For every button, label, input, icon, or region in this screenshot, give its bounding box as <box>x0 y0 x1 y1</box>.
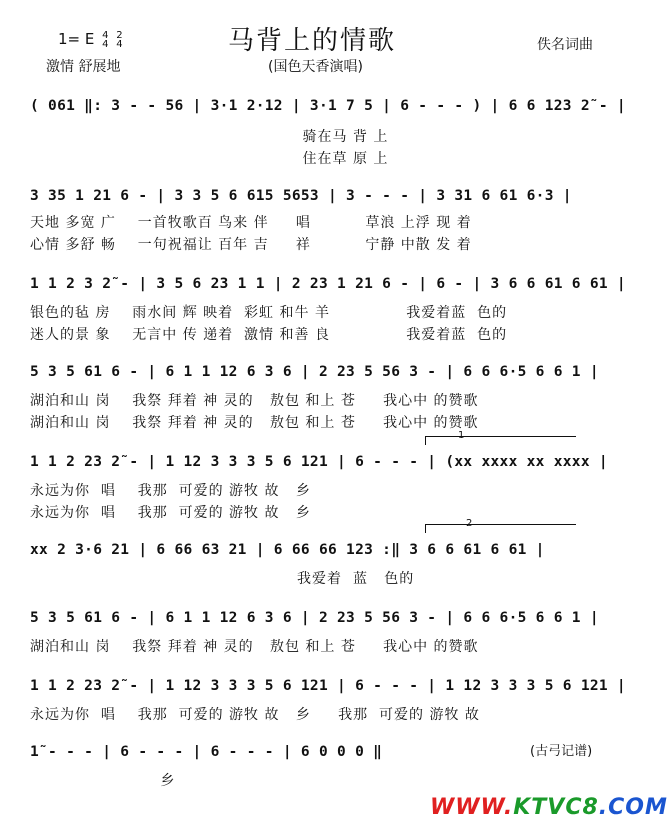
tempo-marking: 激情 舒展地 <box>46 59 121 75</box>
notation-line-6: xx 2 3·6 21 | 6 66 63 21 | 6 66 66 123 :‖ 3 6 6 61 6 61 | <box>30 542 545 558</box>
volta-bracket-1 <box>425 436 576 445</box>
lyric-line-2b: 心情 多舒 畅 一句祝福让 百年 吉 祥 宁静 中散 发 着 <box>30 237 472 253</box>
notation-line-8: 1 1 2 23 2̃ - | 1 12 3 3 3 5 6 121 | 6 - - - | 1 12 3 3 3 5 6 121 | <box>30 678 626 694</box>
notation-line-3: 1 1 2 3 2̃ - | 3 5 6 23 1 1 | 2 23 1 21 6 - | 6 - | 3 6 6 61 6 61 | <box>30 276 626 292</box>
time-signature-2-4: 2 4 <box>116 29 123 50</box>
lyric-line-1b: 住在草 原 上 <box>30 151 389 167</box>
site-watermark: WWW.KTVC8.COM <box>430 795 668 820</box>
notation-line-2: 3 35 1 21 6 - | 3 3 5 6 615 5653 | 3 - - - | 3 31 6 61 6·3 | <box>30 188 572 204</box>
lyric-line-7a: 湖泊和山 岗 我祭 拜着 神 灵的 敖包 和上 苍 我心中 的赞歌 <box>30 639 479 655</box>
notation-line-1: ( 061 ‖: 3 - - 56 | 3·1 2·12 | 3·1 7 5 | 6 - - - ) | 6 6 123 2̃ - | <box>30 98 626 114</box>
notation-line-9: 1̃ - - - | 6 - - - | 6 - - - | 6 0 0 0 ‖ <box>30 744 383 760</box>
lyric-line-8a: 永远为你 唱 我那 可爱的 游牧 故 乡 我那 可爱的 游牧 故 <box>30 707 480 723</box>
time-signature-4-4: 4 4 <box>102 29 109 50</box>
key-signature: 1= E 4 4 2 4 <box>58 29 123 50</box>
lyric-line-1a: 骑在马 背 上 <box>30 129 389 145</box>
volta-number-1: 1 <box>458 430 465 441</box>
notation-line-4: 5 3 5 61 6 - | 6 1 1 12 6 3 6 | 2 23 5 56 3 - | 6 6 6·5 6 6 1 | <box>30 364 599 380</box>
lyric-line-4b: 湖泊和山 岗 我祭 拜着 神 灵的 敖包 和上 苍 我心中 的赞歌 <box>30 415 479 431</box>
transcriber-credit: (古弓记谱) <box>530 744 593 759</box>
lyric-line-2a: 天地 多宽 广 一首牧歌百 鸟来 伴 唱 草浪 上浮 现 着 <box>30 215 472 231</box>
notation-line-5: 1 1 2 23 2̃ - | 1 12 3 3 3 5 6 121 | 6 - - - | (xx xxxx xx xxxx | <box>30 454 608 470</box>
author-credit: 佚名词曲 <box>537 37 593 53</box>
page-title: 马背上的情歌 <box>228 26 397 56</box>
lyric-line-6a: 我爱着 蓝 色的 <box>30 571 415 587</box>
notation-line-7: 5 3 5 61 6 - | 6 1 1 12 6 3 6 | 2 23 5 56 3 - | 6 6 6·5 6 6 1 | <box>30 610 599 626</box>
performer-note: (国色天香演唱) <box>268 59 363 75</box>
lyric-line-3a: 银色的毡 房 雨水间 辉 映着 彩虹 和牛 羊 我爱着蓝 色的 <box>30 305 508 321</box>
lyric-line-3b: 迷人的景 象 无言中 传 递着 激情 和善 良 我爱着蓝 色的 <box>30 327 508 343</box>
lyric-line-9a: 乡 <box>95 773 176 789</box>
lyric-line-5a: 永远为你 唱 我那 可爱的 游牧 故 乡 <box>30 483 311 499</box>
lyric-line-4a: 湖泊和山 岗 我祭 拜着 神 灵的 敖包 和上 苍 我心中 的赞歌 <box>30 393 479 409</box>
lyric-line-5b: 永远为你 唱 我那 可爱的 游牧 故 乡 <box>30 505 311 521</box>
volta-number-2: 2 <box>466 518 473 529</box>
volta-bracket-2 <box>425 524 576 533</box>
